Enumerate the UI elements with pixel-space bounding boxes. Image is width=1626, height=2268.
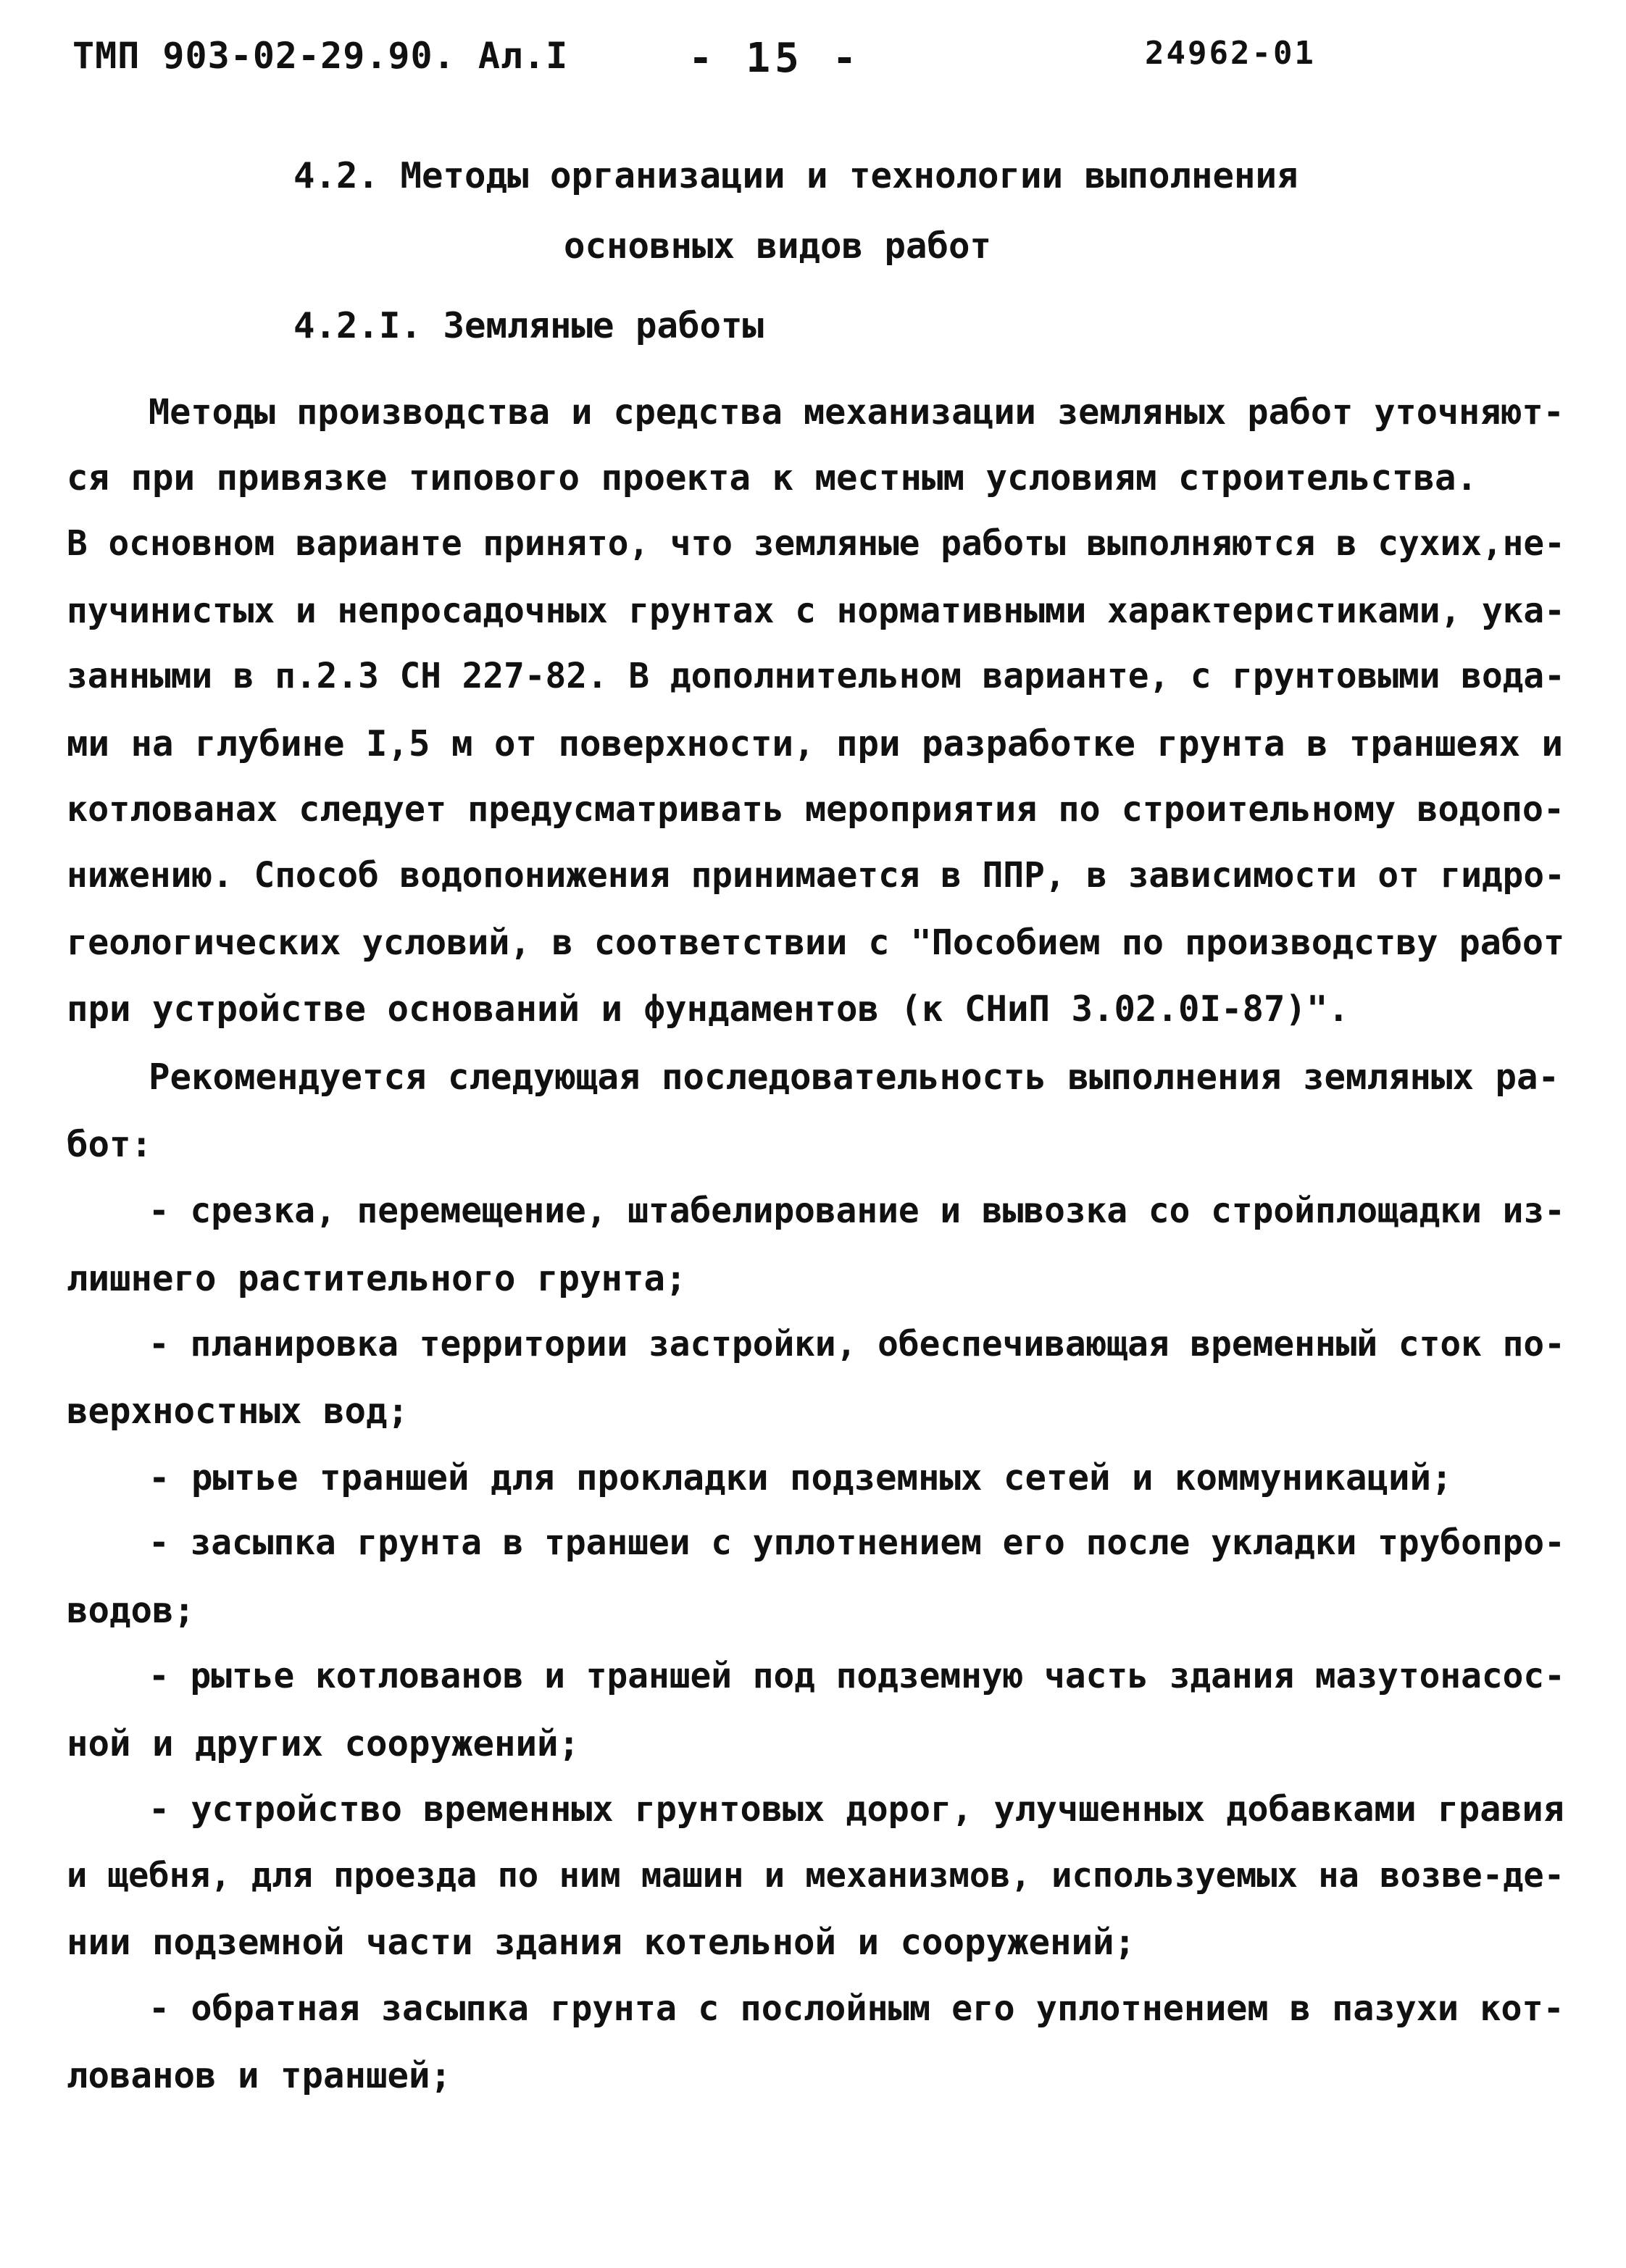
body-line: нижению. Способ водопонижения принимается в ППР, в зависимости от гидро- — [67, 856, 1565, 896]
page-number: - 15 - — [688, 35, 862, 82]
list-item: - срезка, перемещение, штабелирование и вывозка со стройплощадки из- — [149, 1191, 1565, 1231]
body-line: Рекомендуется следующая последовательность выполнения земляных ра- — [149, 1056, 1560, 1098]
list-item: - рытье траншей для прокладки подземных сетей и коммуникаций; — [149, 1457, 1453, 1498]
body-line: занными в п.2.3 СН 227-82. В дополнительном варианте, с грунтовыми вода- — [67, 656, 1565, 696]
body-line: при устройстве оснований и фундаментов (к СНиП 3.02.0I-87)". — [67, 988, 1350, 1030]
inventory-number: 24962-01 — [1145, 35, 1316, 72]
list-item: - рытье котлованов и траншей под подземную часть здания мазутонасос- — [149, 1656, 1565, 1696]
body-line: котлованах следует предусматривать мероприятия по строительному водопо- — [67, 789, 1565, 830]
subsection-title: 4.2.I. Земляные работы — [293, 305, 764, 346]
list-item-continued: водов; — [67, 1590, 196, 1631]
body-line: Методы производства и средства механизации земляных работ уточняют- — [149, 392, 1564, 433]
list-item: - засыпка грунта в траншеи с уплотнением его после укладки трубопро- — [149, 1523, 1565, 1563]
list-item-continued: лованов и траншей; — [67, 2055, 452, 2096]
section-title-line-2: основных видов работ — [564, 225, 992, 267]
list-item-continued: ной и других сооружений; — [67, 1723, 580, 1764]
list-item: - устройство временных грунтовых дорог, улучшенных добавками гравия — [149, 1789, 1564, 1830]
body-line: ся при привязке типового проекта к местным условиям строительства. — [67, 457, 1478, 499]
list-item: - обратная засыпка грунта с послойным его уплотнением в пазухи кот- — [149, 1988, 1564, 2029]
list-item-continued: и щебня, для проезда по ним машин и механизмов, используемых на возве-де- — [67, 1856, 1565, 1896]
body-line: геологических условий, в соответствии с "Пособием по производству работ — [67, 922, 1565, 963]
list-item-continued: нии подземной части здания котельной и сооружений; — [67, 1922, 1136, 1963]
body-line: пучинистых и непросадочных грунтах с нормативными характеристиками, ука- — [67, 591, 1565, 631]
document-code: ТМП 903-02-29.90. Ал.I — [72, 35, 569, 77]
list-item: - планировка территории застройки, обеспечивающая временный сток по- — [149, 1325, 1565, 1364]
list-item-continued: верхностных вод; — [67, 1391, 409, 1432]
body-line: ми на глубине I,5 м от поверхности, при разработке грунта в траншеях и — [67, 723, 1564, 764]
body-line: бот: — [67, 1124, 153, 1165]
body-line: В основном варианте принято, что земляные работы выполняются в сухих,не- — [67, 524, 1565, 564]
list-item-continued: лишнего растительного грунта; — [67, 1258, 687, 1299]
section-title-line-1: 4.2. Методы организации и технологии выполнения — [293, 155, 1298, 196]
